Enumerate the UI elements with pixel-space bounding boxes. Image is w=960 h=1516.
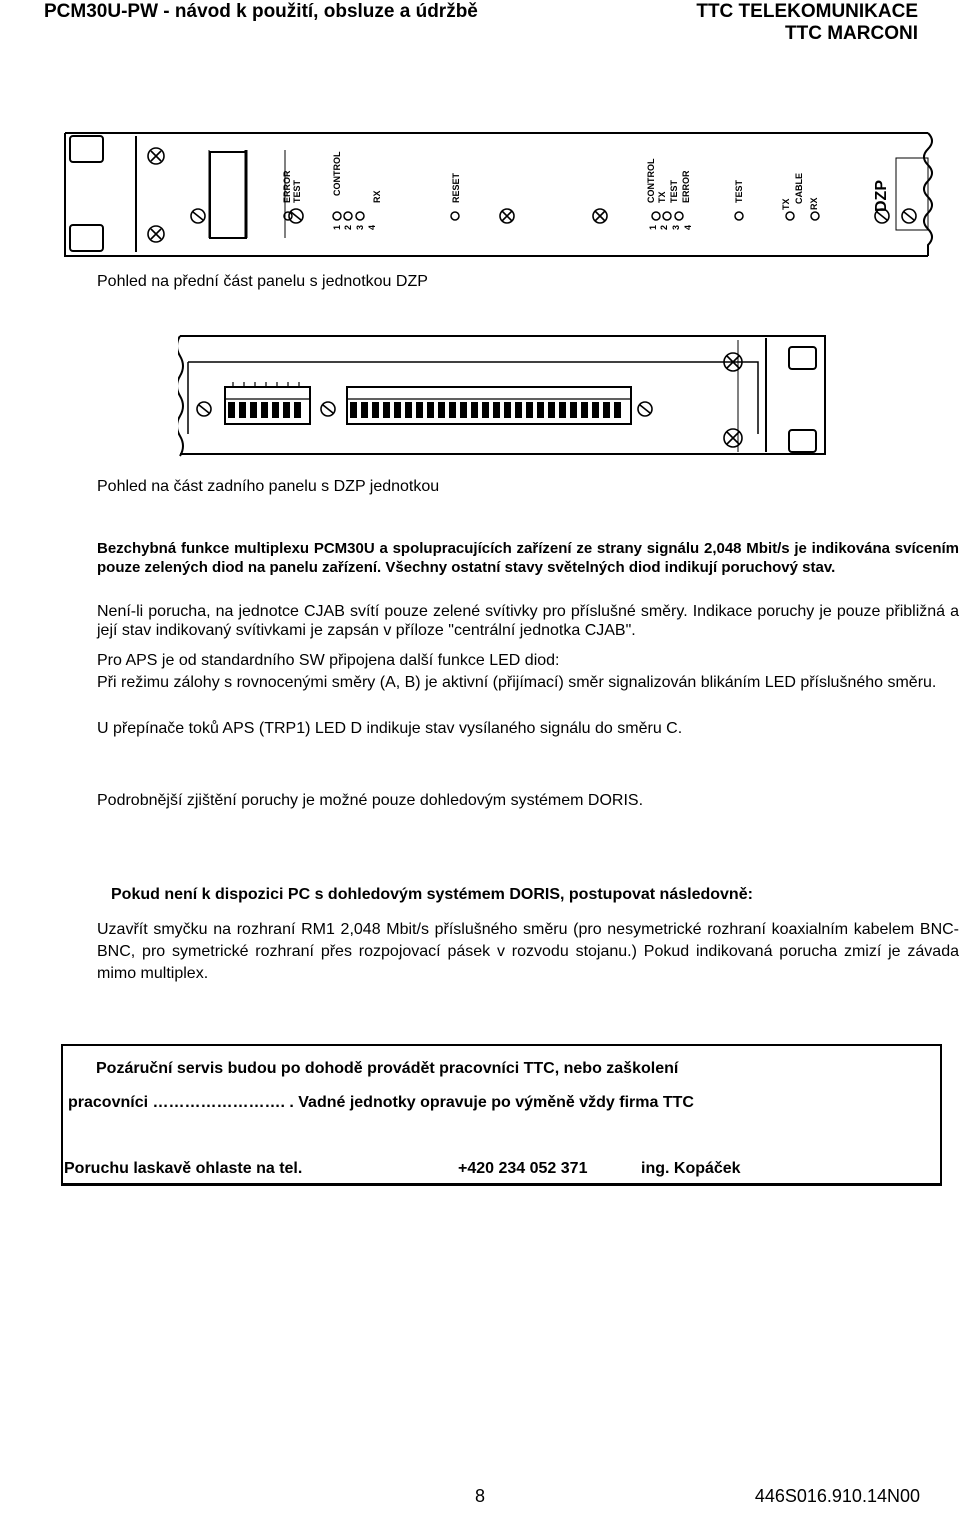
label-error-2: ERROR [681,170,691,203]
led-number-1: 1 [332,224,342,230]
led-number-2b: 2 [659,224,669,230]
rear-panel-caption: Pohled na část zadního panelu s DZP jednotkou [97,478,440,495]
paragraph-aps-switch: U přepínače toků APS (TRP1) LED D indikuje stav vysílaného signálu do směru C. [97,720,683,737]
label-reset: RESET [451,172,461,203]
label-error: ERROR [282,170,292,203]
service-phone-number: +420 234 052 371 [458,1160,588,1177]
label-dzp: DZP [873,180,890,212]
paragraph-loop: Uzavřít smyčku na rozhraní RM1 2,048 Mbit/s příslušného směru (pro nesymetrické rozhraní koaxialním kabelem BNC-BNC, pro symetrické rozhraní přes rozpojovací pásek v rozvodu stojanu.) Pokud indikovaná porucha zmizí je závada mimo multiplex. [97,921,959,982]
service-phone-label: Poruchu laskavě ohlaste na tel. [64,1160,303,1177]
paragraph-aps-backup: Při režimu zálohy s rovnocenými směry (A, B) je aktivní (přijímací) směr signalizován blikáním LED příslušného směru. [97,674,937,691]
paragraph-aps-intro: Pro APS je od standardního SW připojena další funkce LED diod: [97,652,560,669]
front-panel-caption: Pohled na přední část panelu s jednotkou DZP [97,273,428,290]
label-test-2: TEST [669,179,679,203]
header-company-sub: TTC MARCONI [785,23,918,44]
label-test: TEST [292,179,302,203]
label-rx: RX [372,190,382,203]
section-heading: Pokud není k dispozici PC s dohledovým systémem DORIS, postupovat následovně: [111,886,753,903]
document-code: 446S016.910.14N00 [754,1486,920,1506]
label-test-3: TEST [734,179,744,203]
label-control-2: CONTROL [646,158,656,203]
led-number-2: 2 [343,224,353,230]
page-number: 8 [475,1486,486,1506]
led-number-1b: 1 [648,224,658,230]
rear-panel-drawing [178,334,828,459]
label-tx-3: TX [781,198,791,210]
header-title: PCM30U-PW - návod k použití, obsluze a údržbě [44,1,478,22]
led-number-4: 4 [367,224,377,230]
led-number-4b: 4 [683,224,693,230]
front-panel-drawing [60,128,945,263]
label-tx-2: TX [657,191,667,203]
label-control: CONTROL [332,151,342,196]
paragraph-status-ok: Bezchybná funkce multiplexu PCM30U a spolupracujících zařízení ze strany signálu 2,048 Mbit/s je indikována svícením pouze zelených diod na panelu zařízení. Všechny ostatní stavy světelných diod indikují poruchový stav. [97,540,959,576]
label-cable: CABLE [794,173,804,204]
service-line-2: pracovníci ……………………. . Vadné jednotky opravuje po výměně vždy firma TTC [68,1094,694,1111]
header-company: TTC TELEKOMUNIKACE [696,1,918,22]
paragraph-doris: Podrobnější zjištění poruchy je možné pouze dohledovým systémem DORIS. [97,792,644,809]
service-line-1: Pozáruční servis budou po dohodě provádět pracovníci TTC, nebo zaškolení [96,1060,679,1077]
led-number-3b: 3 [671,224,681,230]
led-number-3: 3 [355,224,365,230]
label-rx-3: RX [809,197,819,210]
service-contact-name: ing. Kopáček [641,1160,741,1177]
paragraph-cjab: Není-li porucha, na jednotce CJAB svítí pouze zelené svítivky pro příslušné směry. Indikace poruchy je pouze přibližná a její stav indikovaný svítivkami je zapsán v příloze "centrální jednotka CJAB". [97,603,959,639]
